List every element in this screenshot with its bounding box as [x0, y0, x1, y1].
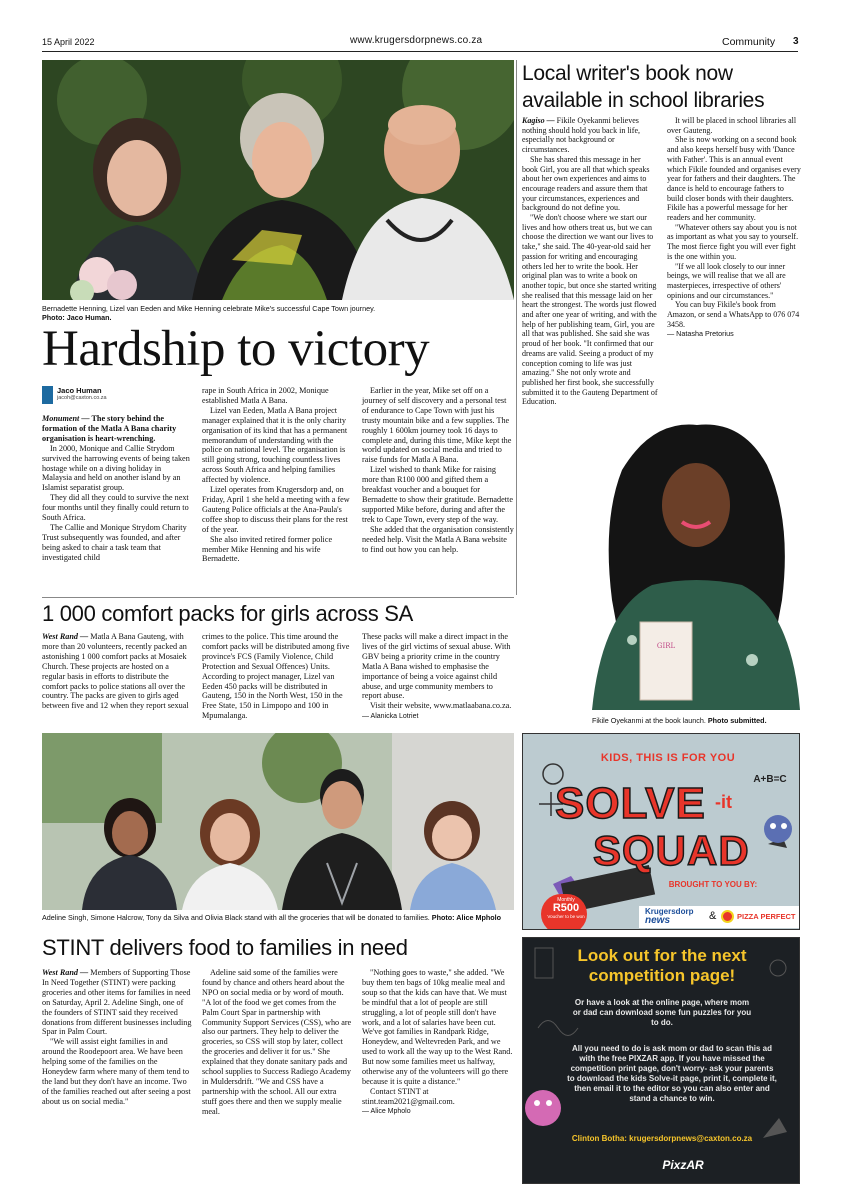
writer-photo-art: [592, 410, 800, 710]
comfort-top-rule: [42, 597, 514, 598]
comfort-c3: These packs will make a direct impact in the lives of the girl victims of sexual abuse. With GBV being a priority crime in the country Matla A Bana wished to emphasise the importance of being a voice against child abuse, and urge community members to report abuse.: [362, 632, 511, 701]
hardship-lead-place: Monument —: [42, 414, 90, 423]
hardship-c3-p3: She added that the organisation consistently needed help. Visit the Matla A Bana website to find out how you can help.: [362, 524, 514, 554]
hardship-c2-p1: rape in South Africa in 2002, Monique established Matla A Bana.: [202, 386, 329, 405]
stint-caption-text: Adeline Singh, Simone Halcrow, Tony da Silva and Olivia Black stand with all the groceries that will be donated to families.: [42, 913, 430, 922]
writer-c2-p4: "If we all look closely to our inner beings, we will realise that we all are masterpieces, irrespective of others' opinions and our circumstances.": [667, 261, 786, 300]
competition-ad[interactable]: [522, 937, 800, 1184]
solve-it-title-row-1: [555, 778, 765, 830]
hardship-c1-p3: The Callie and Monique Strydom Charity Trust subsequently was founded, and after being asked to chair a task team that investigated child: [42, 522, 187, 562]
header-site-link[interactable]: www.krugersdorpnews.co.za: [350, 35, 483, 46]
stint-photo: [42, 733, 514, 910]
comfort-c1: Matla A Bana Gauteng, with more than 20 volunteers, recently packed an astonishing 1 000 comfort packs at Mosaiek Church. These projects are hosted on a regular basis in efforts to distribute the comfort packs to police stations all over the country. The packs are given to girls aged between five and 12 when they report sexual: [42, 632, 189, 711]
comfort-byline: — Alanicka Lotriet: [362, 713, 419, 721]
writer-byline: — Natasha Pretorius: [667, 329, 734, 339]
writer-book-cover-title: GIRL: [656, 642, 676, 650]
hardship-c1-p1: In 2000, Monique and Callie Strydom survived the harrowing events of being taken hostage while on a diving holiday in Malaysia and held on another island by an Islamist separatist group.: [42, 443, 190, 493]
sponsor-1a: Krugersdorp: [645, 907, 694, 916]
hardship-c2-p2: Lizel van Eeden, Matla A Bana project manager explained that it is the only charity organisation of its kind that has a permanent memorandum of understanding with the police on national level. The organisation is still going strong, touching countless lives across South Africa and helping families affected by violence.: [202, 405, 348, 485]
header-page-number: 3: [793, 36, 799, 47]
writer-c1-p3: "We don't choose where we start our lives and how others treat us, but we can choose the direction we want our lives to take," she said. The 40-year-old said her passion for writing and encouraging others led her to write the book. Her original plan was to write a book on another topic, but once she started writing she realised that this message laid on her heart the strongest. The words just flowed and after one year of writing, and with the help of her publishing team, Girl, you are all that was published. She said she was proud of her book. "It confirmed that our dreams are valid. Seeing a product of my conception coming to life was just amazing." She not only wrote and published her first book, she successfully submitted it to the Gauteng Department of Education.: [522, 213, 658, 407]
writer-column-2: [667, 116, 801, 339]
stint-photo-art: [42, 733, 514, 910]
competition-p2: All you need to do is ask mom or dad to scan this ad with the free PIXZAR app. If you have missed the competition print page, don't worry- ask your parents to download the kids Solve-it page, print it, complete it, then email it to the editor so you can also enter and stand a chance to win.: [567, 1044, 777, 1103]
hardship-caption-credit: Photo: Jaco Human.: [42, 313, 112, 322]
stint-photo-caption: [42, 913, 514, 922]
solve-it-math: A+B=C: [753, 774, 787, 785]
writer-column-1: [522, 116, 658, 407]
writer-photo: [592, 410, 800, 710]
solve-it-voucher-badge: [543, 894, 589, 930]
writer-c1-p2: She has shared this message in her book Girl, you are all that which speaks about her own experiences and aims to encourage readers and assure them that your circumstances, experiences and background do not define you.: [522, 154, 650, 213]
hardship-caption-text: Bernadette Henning, Lizel van Eeden and Mike Henning celebrate Mike's successful Cape Town journey.: [42, 304, 376, 313]
stint-headline: STINT delivers food to families in need: [42, 935, 408, 960]
comfort-column-1: [42, 632, 192, 711]
writer-c2-p2: She is now working on a second book and also keeps herself busy with 'Dance with Father'. This is an annual event which Fikile founded and organises every year for fathers and their daughters. The dance is held to encourage fathers to build closer bonds with their daughters. Fikile has a powerful message for her readers and her community.: [667, 135, 801, 223]
writer-photo-caption: [592, 716, 802, 725]
header-rule: [42, 51, 798, 52]
solve-it-title-1b: -it: [715, 792, 732, 812]
writer-caption-credit: Photo submitted.: [707, 716, 767, 725]
hardship-c2-p3: Lizel operates from Krugersdorp and, on Friday, April 1 she held a meeting with a few Gauteng Police officials at the Ana-Paula's coffee shop to discuss their plans for the rest of the year.: [202, 485, 350, 534]
stint-c1-p2: "We will assist eight families in and around the Roodepoort area. We have been helping some of the families on the Honeydew farm where many of them tend to the land but they don't have an income. Two of the families reached out after seeing a post about us on social media.": [42, 1037, 191, 1106]
writer-c2-p1: It will be placed in school libraries all over Gauteng.: [667, 116, 797, 135]
hardship-column-3: [362, 386, 514, 554]
writer-vertical-rule: [516, 60, 517, 595]
hardship-c1-p2: They did all they could to survive the next four months until they finally could return to South Africa.: [42, 493, 189, 523]
pizza-icon: [721, 910, 734, 923]
hardship-photo-art: [42, 60, 514, 300]
comfort-c3b[interactable]: Visit their website, www.matlaabana.co.za.: [370, 701, 512, 711]
sponsor-amp: &: [709, 910, 717, 922]
hardship-photo-caption: [42, 304, 512, 322]
sponsor-pizza-perfect: PIZZA PERFECT: [737, 912, 796, 921]
solve-it-badge-1: Monthly: [557, 897, 575, 903]
solve-it-squad-ad[interactable]: [522, 733, 800, 930]
solve-it-brought: BROUGHT TO YOU BY:: [668, 880, 758, 889]
author-avatar: [42, 386, 53, 404]
solve-it-badge-2: R500: [552, 902, 580, 914]
writer-c2-p5: You can buy Fikile's book from Amazon, or send a WhatsApp to 076 074 3458.: [667, 300, 800, 329]
solve-it-title-1: SOLVE: [555, 779, 706, 828]
solve-it-kicker: KIDS, THIS IS FOR YOU: [600, 752, 736, 764]
writer-c2-p3: "Whatever others say about you is not as important as what you say to yourself. The most fierce fight you will ever fight is the one within you.: [667, 222, 799, 261]
stint-column-2: [202, 968, 352, 1117]
writer-c1-p1: Fikile Oyekanmi believes nothing should hold you back in life, especially not background or circumstances.: [522, 116, 640, 155]
stint-c1-p1: Members of Supporting Those In Need Together (STINT) were packing groceries and other items for families in need on Saturday, April 2. Adeline Singh, one of the founders of STINT said they received donations from different businesses including Spar in Palm Court.: [42, 968, 192, 1037]
header-date: 15 April 2022: [42, 37, 95, 47]
competition-title: Look out for the next competition page!: [577, 946, 747, 985]
stint-c3-p2[interactable]: Contact STINT at stint.team2021@gmail.com.: [362, 1086, 455, 1106]
stint-c2-p1: Adeline said some of the families were found by chance and others heard about the NPO on social media or by word of mouth. "A lot of the food we get comes from the Palm Court Spar in partnership with Community Support Services (CSS), who are also our partners. They help to deliver the groceries, so CSS will stop by later, collect the groceries and deliver it for us." She explained that they donate sanitary pads and school supplies to Success Radiego Academy in Muldersdrift. "We and CSS have a partnership with the school. All our extra stuff goes there and then we supply mealie meal.: [202, 968, 352, 1116]
comfort-c2: crimes to the police. This time around the comfort packs will be distributed among five province's FCS (Family Violence, Child Protection and Sexual Offences) Units. According to project manager, Lizel van Eeden 450 packs will be distributed in Gauteng, 150 in the North West, 150 in the Free State, 150 in Limpopo and 100 in Mpumalanga.: [202, 632, 350, 721]
pixzar-logo: PixzAR: [662, 1158, 704, 1172]
author-block: [42, 386, 192, 406]
hardship-photo: [42, 60, 514, 300]
header-section: Community: [722, 36, 776, 48]
writer-headline: Local writer's book now available in school libraries: [522, 62, 765, 112]
sponsor-krugersdorp-logo: [645, 907, 693, 925]
stint-byline: — Alice Mpholo: [362, 1107, 411, 1115]
writer-caption-text: Fikile Oyekanmi at the book launch.: [592, 716, 706, 725]
comfort-lead-place: West Rand —: [42, 632, 89, 641]
competition-contact[interactable]: Clinton Botha: krugersdorpnews@caxton.co.za: [571, 1134, 753, 1143]
hardship-c3-p1: Earlier in the year, Mike set off on a journey of self discovery and a personal test of endurance to Cape Town with just his trusty mountain bike and a few supplies. The roughly 1 600km journey took 16 days to complete and, during this time, Mike kept the world updated on social media and tried to raise funds for Matla A Bana.: [362, 386, 512, 465]
solve-it-title-2: SQUAD: [593, 827, 750, 874]
hardship-c3-p2: Lizel wished to thank Mike for raising more than R100 000 and gifted them a breakfast voucher and a bouquet for Bernadette to show their gratitude. Bernadette supported Mike before, during and after the trek to Cape Town, every step of the way.: [362, 465, 513, 524]
writer-lead: [522, 116, 658, 155]
stint-lead-place: West Rand —: [42, 968, 89, 977]
stint-column-3: [362, 968, 514, 1117]
solve-it-badge-3: Voucher to be won: [547, 914, 585, 919]
hardship-headline: Hardship to victory: [42, 321, 430, 377]
sponsor-1b: news: [645, 915, 671, 926]
hardship-lead-text: The story behind the formation of the Matla A Bana charity organisation is heart-wrenching.: [42, 414, 177, 443]
author-name: Jaco Human: [57, 386, 102, 395]
writer-lead-place: Kagiso —: [522, 116, 555, 125]
comfort-column-2: [202, 632, 352, 721]
hardship-lead: [42, 414, 192, 444]
sponsor-strip: [639, 906, 799, 928]
comfort-headline: 1 000 comfort packs for girls across SA: [42, 601, 414, 626]
hardship-column-2: [202, 386, 352, 564]
hardship-column-1: [42, 414, 192, 563]
author-email-link[interactable]: jacoh@caxton.co.za: [57, 395, 107, 401]
stint-c3-p1: "Nothing goes to waste," she added. "We buy them ten bags of 10kg mealie meal and soup so that the kids can have that. We must be mindful that a lot of people are still struggling, a lot of people still don't have work, and a lot of salaries have been cut. We've got families in Randpark Ridge, Honeydew, and Weltevreden Park, and we used to work all the way up to the West Rand. But now some families meet us halfway, otherwise any of the volunteers will go there because it is quite a distance.": [362, 968, 513, 1086]
comfort-column-3: [362, 632, 514, 722]
stint-caption-credit: Photo: Alice Mpholo: [431, 913, 502, 922]
competition-p1: Or have a look at the online page, where mom or dad can download some fun puzzles for you to do.: [572, 998, 752, 1027]
hardship-c2-p4: She also invited retired former police member Mike Henning and his wife Bernadette.: [202, 534, 333, 564]
stint-column-1: [42, 968, 192, 1107]
